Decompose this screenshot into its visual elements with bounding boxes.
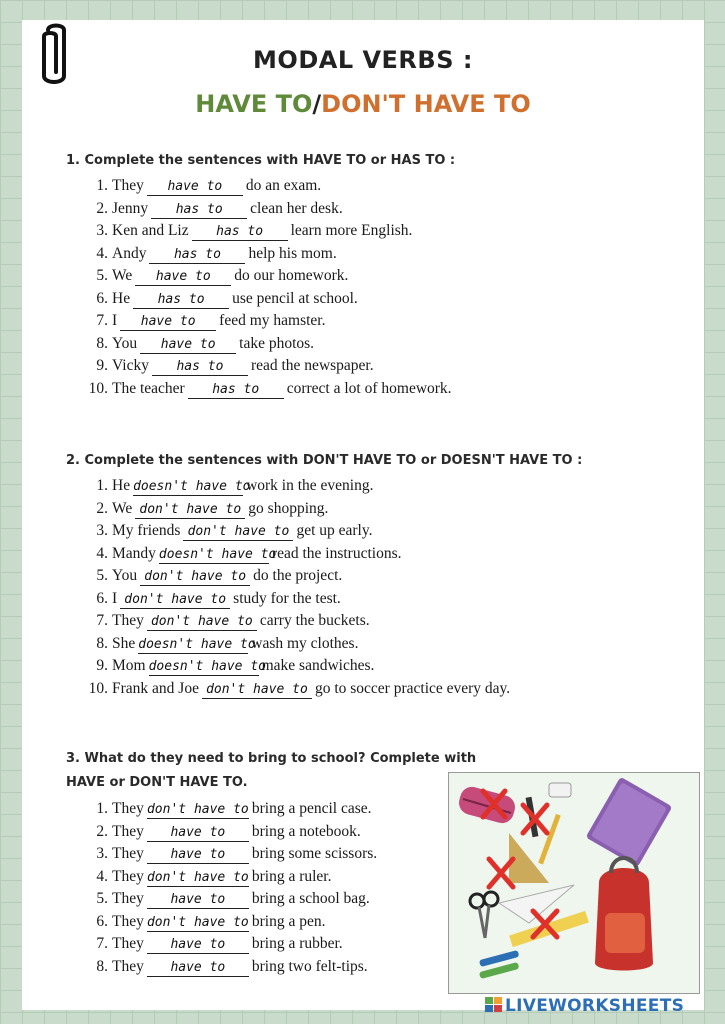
exercise-item [86,610,510,633]
eraser-icon [549,783,571,797]
item-number: 3. [96,522,108,539]
exercise-item [86,265,452,288]
sentence-end: bring a notebook. [251,822,361,840]
exercise-item [86,678,510,701]
sentence-end: read the newspaper. [250,357,374,374]
exercise-item [86,588,510,611]
item-number: 7. [96,312,108,329]
section3-instruction-line1: 3. What do they need to bring to school? Complete with [66,751,477,766]
sentence-start: Jenny [112,199,149,217]
item-number: 9. [96,657,108,674]
item-number: 3. [96,845,108,862]
sentence-start: Mandy [112,544,156,562]
answer-blank[interactable]: doesn't have to [138,636,256,652]
sentence-end: wash my clothes. [251,634,359,652]
exercise-item [86,333,452,356]
sentence-start: She [112,634,136,652]
sentence-end: do the project. [253,567,343,584]
sentence-end: bring a ruler. [251,867,332,885]
brand-name: LIVEWORKSHEETS [505,996,685,1016]
sentence-start: They [112,800,144,817]
answer-blank[interactable]: don't have to [202,682,312,699]
item-number: 6. [96,589,108,607]
answer-blank[interactable]: don't have to [183,524,293,541]
item-number: 4. [96,244,108,262]
sentence-end: feed my hamster. [219,312,326,329]
exercise-item [86,798,377,821]
liveworksheets-logo [485,996,684,1016]
answer-blank[interactable]: have to [135,269,231,286]
sentence-start: He [112,289,131,307]
section1-list [86,175,452,400]
exercise-item [86,565,510,588]
answer-blank[interactable]: doesn't have to [133,479,251,494]
item-number: 10. [88,379,108,397]
sentence-start: Mom [112,657,146,674]
item-number: 1. [96,177,108,194]
sentence-end: study for the test. [233,589,341,607]
answer-blank[interactable]: don't have to [146,869,249,885]
answer-blank[interactable]: have to [140,337,236,354]
item-number: 6. [96,912,108,930]
answer-blank[interactable]: has to [192,224,288,241]
answer-blank[interactable]: don't have to [146,802,249,817]
sentence-end: bring a pen. [251,912,326,930]
answer-blank[interactable]: have to [147,892,249,909]
sentence-start: Andy [112,244,147,262]
item-number: 5. [96,267,108,284]
sentence-start: We [112,499,133,517]
answer-blank[interactable]: has to [151,202,247,219]
exercise-item [86,243,452,266]
exercise-item [86,843,377,866]
answer-blank[interactable]: have to [147,847,249,864]
sentence-start: They [112,822,144,840]
sentence-end: bring a pencil case. [251,800,372,817]
exercise-item [86,543,510,566]
sentence-start: They [112,845,144,862]
sentence-start: You [112,334,138,352]
school-supplies-illustration [448,772,700,994]
sentence-start: They [112,612,144,629]
sentence-end: use pencil at school. [232,289,358,307]
exercise-item [86,355,452,378]
sentence-start: They [112,867,144,885]
subtitle-have-to: HAVE TO [195,90,313,118]
item-number: 5. [96,567,108,584]
exercise-item [86,475,510,498]
exercise-item [86,498,510,521]
item-number: 9. [96,357,108,374]
item-number: 2. [96,499,108,517]
sentence-end: go to soccer practice every day. [314,679,511,697]
sentence-start: I [112,312,118,329]
sentence-end: take photos. [239,334,315,352]
liveworksheets-logo-icon [485,997,503,1013]
item-number: 7. [96,612,108,629]
item-number: 8. [96,334,108,352]
page-subtitle [22,90,704,118]
answer-blank[interactable]: have to [147,960,249,977]
sentence-start: He [112,477,131,494]
exercise-item [86,633,510,656]
sentence-start: My friends [112,522,181,539]
answer-blank[interactable]: doesn't have to [158,546,277,562]
item-number: 6. [96,289,108,307]
exercise-item [86,310,452,333]
sentence-end: get up early. [296,522,373,539]
sentence-start: They [112,177,144,194]
exercise-item [86,655,510,678]
sentence-end: go shopping. [248,499,329,517]
answer-blank[interactable]: has to [152,359,248,376]
sentence-end: bring some scissors. [251,845,378,862]
answer-blank[interactable]: don't have to [120,592,230,609]
worksheet-page [22,20,704,1010]
sentence-start: The teacher [112,379,185,397]
answer-blank[interactable]: have to [147,825,249,842]
sentence-end: bring a school bag. [251,890,370,907]
sentence-start: Vicky [112,357,149,374]
sentence-end: clean her desk. [250,199,343,217]
exercise-item [86,520,510,543]
exercise-item [86,378,452,401]
sentence-start: I [112,589,118,607]
answer-blank[interactable]: doesn't have to [148,659,266,674]
sentence-end: bring two felt-tips. [251,957,368,975]
section2-list [86,475,510,700]
sentence-end: carry the buckets. [259,612,370,629]
sentence-start: You [112,567,138,584]
answer-blank[interactable]: has to [149,247,245,264]
exercise-item [86,198,452,221]
answer-blank[interactable]: don't have to [140,569,250,586]
sentence-start: Frank and Joe [112,679,199,697]
answer-blank[interactable]: have to [147,937,249,954]
exercise-item [86,888,377,911]
subtitle-separator: / [312,90,322,118]
item-number: 1. [96,800,108,817]
sentence-end: learn more English. [290,222,413,239]
sentence-start: Ken and Liz [112,222,189,239]
sentence-end: do our homework. [234,267,349,284]
sentence-end: bring a rubber. [251,935,343,952]
sentence-start: They [112,890,144,907]
exercise-item [86,175,452,198]
sentence-start: They [112,912,144,930]
answer-blank[interactable]: don't have to [135,502,245,519]
exercise-item [86,933,377,956]
item-number: 1. [96,477,108,494]
sentence-end: make sandwiches. [261,657,375,674]
sentence-start: We [112,267,133,284]
item-number: 4. [96,544,108,562]
sentence-end: correct a lot of homework. [286,379,452,397]
section3-list [86,798,377,978]
sentence-start: They [112,957,144,975]
exercise-item [86,821,377,844]
item-number: 10. [88,679,108,697]
item-number: 7. [96,935,108,952]
exercise-item [86,956,377,979]
answer-blank[interactable]: has to [133,292,229,309]
exercise-item [86,911,377,934]
item-number: 8. [96,957,108,975]
answer-blank[interactable]: don't have to [147,614,257,631]
sentence-end: work in the evening. [246,477,374,494]
sentence-start: They [112,935,144,952]
item-number: 2. [96,199,108,217]
answer-blank[interactable]: have to [120,314,216,331]
item-number: 2. [96,822,108,840]
section2-instruction: 2. Complete the sentences with DON'T HAVE TO or DOESN'T HAVE TO : [66,453,583,468]
answer-blank[interactable]: has to [188,382,284,399]
sentence-end: do an exam. [245,177,322,194]
item-number: 8. [96,634,108,652]
section1-instruction: 1. Complete the sentences with HAVE TO or HAS TO : [66,153,456,168]
subtitle-dont-have-to: DON'T HAVE TO [321,90,531,118]
page-title: MODAL VERBS : [253,46,473,74]
answer-blank[interactable]: don't have to [146,914,249,930]
exercise-item [86,288,452,311]
sentence-end: read the instructions. [271,544,402,562]
exercise-item [86,220,452,243]
item-number: 3. [96,222,108,239]
school-bag-icon [595,858,653,971]
item-number: 4. [96,867,108,885]
exercise-item [86,866,377,889]
answer-blank[interactable]: have to [147,179,243,196]
section3-instruction-line2: HAVE or DON'T HAVE TO. [66,775,248,790]
sentence-end: help his mom. [248,244,337,262]
item-number: 5. [96,890,108,907]
